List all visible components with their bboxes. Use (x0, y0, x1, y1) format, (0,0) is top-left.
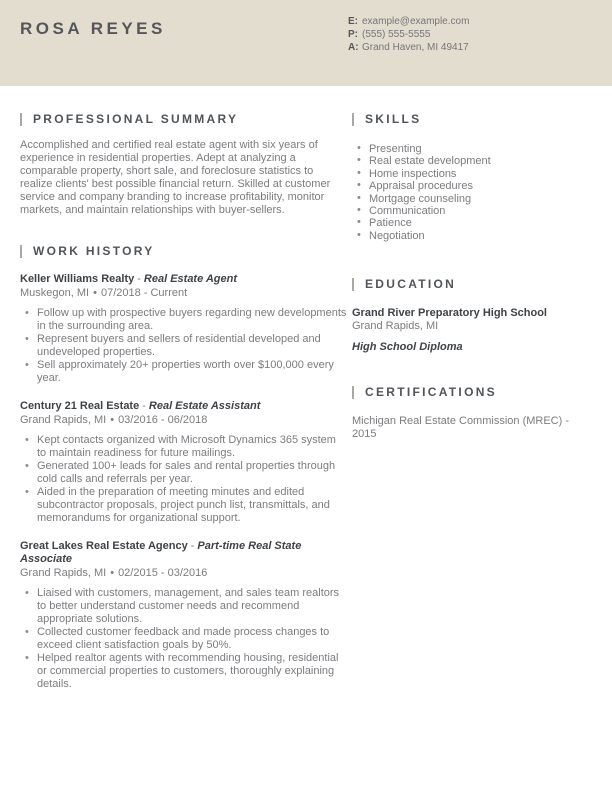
heading-bar-icon (20, 245, 22, 258)
education-heading-label: EDUCATION (365, 277, 457, 292)
heading-bar-icon (20, 113, 22, 126)
education-section (352, 278, 592, 354)
job-meta-line (20, 414, 348, 427)
header-band (0, 0, 612, 86)
job-role: Real Estate Agent (143, 273, 238, 285)
skills-section (352, 113, 592, 242)
phone-value: (555) 555-5555 (362, 29, 431, 40)
job-title-separator: - (137, 273, 141, 285)
phone-label: P: (348, 29, 358, 40)
meta-dot-icon (93, 287, 97, 299)
job-company: Great Lakes Real Estate Agency (20, 540, 188, 552)
right-column (352, 113, 592, 691)
professional-summary-heading-label: PROFESSIONAL SUMMARY (33, 112, 239, 126)
job-entry (20, 540, 348, 691)
professional-summary-heading (20, 113, 348, 126)
skill-item: • Communication (352, 205, 592, 217)
job-bullet-list (20, 434, 348, 525)
certifications-heading (352, 386, 592, 399)
education-degree: High School Diploma (352, 341, 463, 354)
job-location: Grand Rapids, MI (20, 414, 107, 426)
contact-block (348, 15, 469, 54)
education-location: Grand Rapids, MI (352, 320, 439, 333)
job-bullet: • Follow up with prospective buyers regarding new developments in the surrounding area. (20, 307, 348, 333)
skill-item: • Appraisal procedures (352, 180, 592, 192)
job-dates: 03/2016 - 06/2018 (118, 414, 208, 426)
skill-item: • Presenting (352, 143, 592, 155)
job-meta-line (20, 567, 348, 580)
job-title-line (20, 400, 348, 413)
education-school: Grand River Preparatory High School (352, 307, 547, 320)
education-heading (352, 278, 592, 291)
skills-heading-label: SKILLS (365, 112, 422, 126)
job-role: Real Estate Assistant (148, 400, 261, 412)
job-entry (20, 400, 348, 525)
job-company: Century 21 Real Estate (20, 400, 140, 412)
address-value: Grand Haven, MI 49417 (362, 42, 469, 53)
job-bullet: • Aided in the preparation of meeting minutes and edited subcontractor proposals, project punch list, transmittals, and memorandums for organizational support. (20, 486, 348, 525)
content-area (0, 86, 612, 691)
address-label: A: (348, 42, 359, 53)
meta-dot-icon (110, 414, 114, 426)
job-location: Grand Rapids, MI (20, 567, 107, 579)
heading-bar-icon (352, 278, 354, 291)
certification-item: Michigan Real Estate Commission (MREC) - 2015 (352, 415, 569, 441)
work-history-heading-label: WORK HISTORY (33, 244, 155, 258)
work-history-heading (20, 245, 348, 258)
job-meta-line (20, 287, 348, 300)
professional-summary-section (20, 113, 348, 217)
left-column (20, 113, 348, 691)
work-history-section (20, 245, 348, 691)
meta-dot-icon (110, 567, 114, 579)
job-company: Keller Williams Realty (20, 273, 135, 285)
job-bullet: • Generated 100+ leads for sales and rental properties through cold calls and referrals per year. (20, 460, 348, 486)
job-bullet: • Kept contacts organized with Microsoft Dynamics 365 system to maintain readiness for future mailings. (20, 434, 348, 460)
job-location: Muskegon, MI (20, 287, 90, 299)
job-title-line (20, 273, 348, 286)
contact-phone-row (348, 28, 469, 41)
skill-item: • Negotiation (352, 230, 592, 242)
skill-item: • Real estate development (352, 155, 592, 167)
person-name: ROSA REYES (20, 19, 166, 38)
job-dates: 02/2015 - 03/2016 (118, 567, 208, 579)
email-value: example@example.com (362, 16, 470, 27)
job-bullet: • Helped realtor agents with recommending housing, residential or commercial properties to customers, thoroughly explaining details. (20, 652, 348, 691)
skills-list (352, 143, 592, 242)
certifications-heading-label: CERTIFICATIONS (365, 385, 497, 400)
heading-bar-icon (352, 113, 354, 126)
job-title-line (20, 540, 348, 566)
skill-item: • Home inspections (352, 168, 592, 180)
job-dates: 07/2018 - Current (100, 287, 188, 299)
summary-text: Accomplished and certified real estate agent with six years of experience in residential properties. Adept at analyzing a comparable property, short sale, and foreclosure statistics to realize clients' best possible financial return. Skilled at customer service and company branding to increase profitability, monitor markets, and maintain relationships with buyer-sellers. (20, 139, 331, 216)
skills-heading (352, 113, 592, 126)
email-label: E: (348, 16, 358, 27)
job-bullet-list (20, 307, 348, 385)
certifications-section (352, 386, 592, 441)
job-bullet: • Represent buyers and sellers of residential developed and undeveloped properties. (20, 333, 348, 359)
contact-email-row (348, 15, 469, 28)
job-bullet: • Liaised with customers, management, and sales team realtors to better understand customer needs and recommend appropriate solutions. (20, 587, 348, 626)
job-bullet: • Sell approximately 20+ properties worth over $100,000 every year. (20, 359, 348, 385)
job-bullet: • Collected customer feedback and made process changes to exceed client satisfaction goals by 50%. (20, 626, 348, 652)
skill-item: • Mortgage counseling (352, 193, 592, 205)
job-role: Part-time Real State Associate (20, 540, 302, 565)
job-entry (20, 273, 348, 385)
contact-address-row (348, 41, 469, 54)
job-title-separator: - (190, 540, 195, 552)
skill-item: • Patience (352, 217, 592, 229)
heading-bar-icon (352, 386, 354, 399)
job-title-separator: - (142, 400, 146, 412)
job-bullet-list (20, 587, 348, 691)
